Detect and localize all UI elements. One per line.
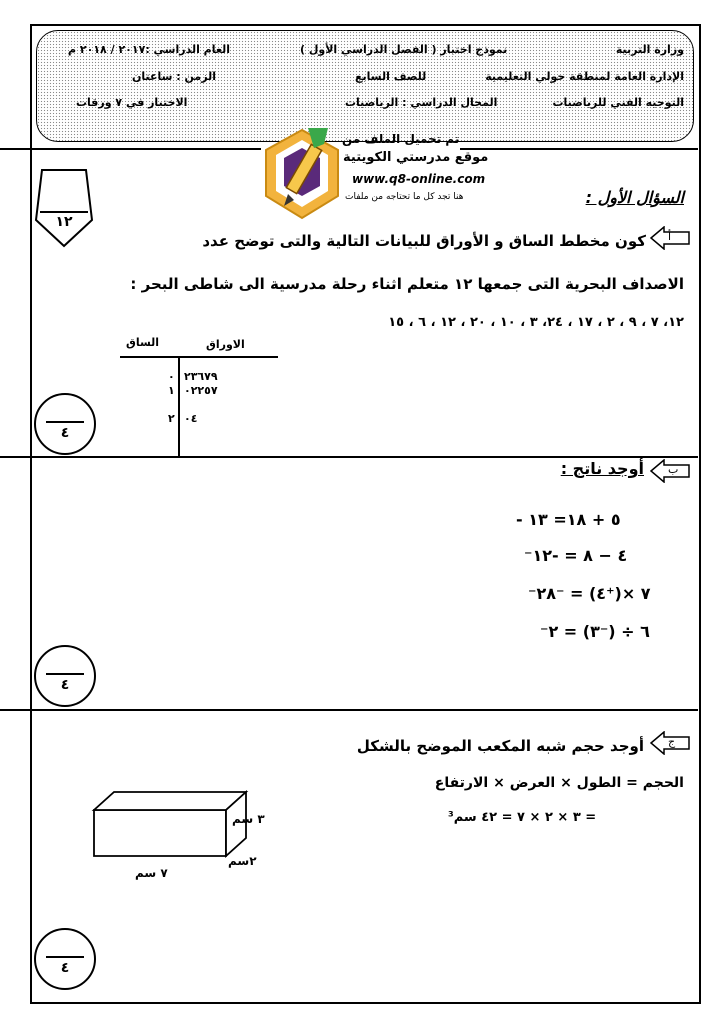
exam-model: نموذج اختبار ( الفصل الدراسي الأول ): [300, 43, 508, 56]
part-b-score: [34, 645, 96, 707]
part-a-letter: أ: [668, 230, 672, 243]
width-label: ٢سم: [228, 854, 257, 868]
pencil-logo-icon: [258, 126, 346, 222]
watermark-line1: تم تحميل الملف من: [342, 132, 460, 146]
part-a-score-value: ٤: [60, 425, 70, 441]
section-divider-b-c: [31, 709, 698, 711]
part-a-prompt-2: الاصداف البحرية التى جمعها ١٢ متعلم اثناء رحلة مدرسية الى شاطى البحر :: [130, 275, 684, 293]
stem-value: ٢: [168, 412, 175, 425]
part-a-score: [34, 393, 96, 455]
equation-2: [524, 546, 627, 565]
leaves-header: الاوراق: [206, 338, 245, 351]
part-b-letter: ب: [668, 463, 679, 476]
table-header-line: [120, 356, 278, 358]
part-a-marker: [650, 226, 690, 250]
equation-3-text: ⁻٧ ×(⁺٤) = ⁻٢٨: [528, 584, 651, 603]
exam-time: الزمن : ساعتان: [132, 70, 216, 83]
equation-3: [528, 584, 651, 603]
equation-2-text: ⁻٤ − ٨ = -١٢: [524, 546, 628, 565]
cut-mark: [0, 456, 34, 458]
watermark-url[interactable]: www.q8-online.com: [352, 172, 486, 186]
question-title: السؤال الأول :: [585, 188, 684, 207]
school-year: العام الدراسي :٢٠١٧ / ٢٠١٨ م: [68, 43, 230, 56]
total-score-badge: [34, 168, 94, 248]
stem-leaf-table: [118, 332, 278, 456]
leaves-value: ٠٤: [184, 412, 198, 425]
grade: للصف السابع: [355, 70, 427, 83]
part-b-score-value: ٤: [60, 677, 70, 693]
equation-1: [516, 510, 621, 529]
directorate: الإدارة العامة لمنطقة حولي التعليمية: [485, 70, 684, 83]
equation-4-text: ⁻٦ ÷ (⁻٣) = ٢: [540, 622, 650, 641]
equation-1-text: - ٥ + ١٨= ١٣: [516, 510, 621, 529]
leaves-value: ٢٣٦٧٩: [184, 370, 218, 383]
part-c-title: أوجد حجم شبه المكعب الموضح بالشكل: [356, 737, 644, 755]
length-label: ٧ سم: [135, 866, 168, 880]
exam-pages: الاختبار في ٧ ورقات: [76, 96, 188, 109]
header-divider: [31, 148, 261, 150]
part-c-score-value: ٤: [60, 960, 70, 976]
site-logo: [258, 126, 346, 222]
leaves-value: ٠٢٢٥٧: [184, 384, 218, 397]
supervision: التوجيه الفني للرياضيات: [552, 96, 684, 109]
section-divider-a-b: [31, 456, 698, 458]
cut-mark: [0, 148, 34, 150]
total-score: ١٢: [55, 214, 73, 230]
part-c-score: [34, 928, 96, 990]
header-divider-right: [460, 148, 698, 150]
part-c-letter: ج: [668, 735, 676, 748]
part-c-marker: [650, 731, 690, 755]
equation-4: [540, 622, 650, 641]
volume-formula: الحجم = الطول × العرض × الارتفاع: [434, 775, 684, 791]
watermark-site-name: موقع مدرستي الكويتية: [343, 150, 489, 165]
ministry: وزارة التربية: [615, 43, 684, 56]
watermark-tagline: هنا تجد كل ما تحتاجه من ملفات: [345, 192, 464, 202]
part-b-marker: [650, 459, 690, 483]
part-b-title: أوجد ناتج :: [560, 459, 644, 478]
subject: المجال الدراسي : الرياضيات: [345, 96, 498, 109]
stem-header: الساق: [126, 336, 160, 349]
stem-value: ٠: [168, 370, 175, 383]
part-a-data: ١٢، ٧ ، ٩ ، ٢ ، ١٧ ، ٢٤، ٣ ، ١٠ ، ٢٠ ، ١٢ ، ٦ ، ١٥: [388, 315, 684, 330]
height-label: ٣ سم: [232, 812, 265, 826]
volume-calculation: = ٣ × ٢ × ٧ = ٤٢ سم³: [448, 810, 597, 825]
table-divider: [178, 356, 180, 456]
cut-mark: [0, 709, 34, 711]
stem-value: ١: [168, 384, 175, 397]
part-a-prompt-1: كون مخطط الساق و الأوراق للبيانات التالية والتى توضح عدد: [202, 232, 646, 250]
